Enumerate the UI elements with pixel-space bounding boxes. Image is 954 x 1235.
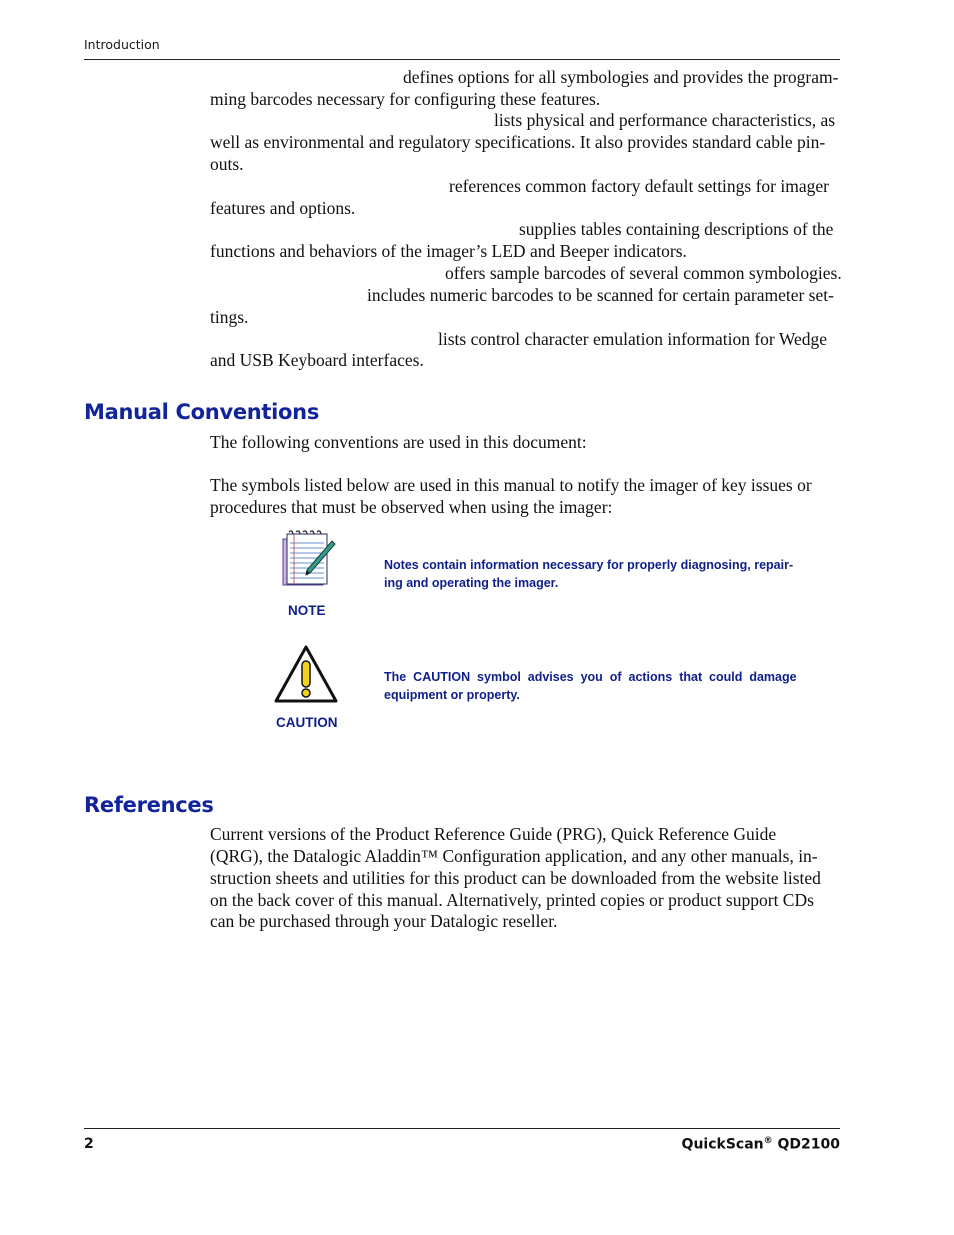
symbols-paragraph-line: The symbols listed below are used in this manual to notify the imager of key issues or [210,475,812,495]
intro-line: lists control character emulation information for Wedge [438,329,827,349]
footer-product-name: QuickScan [681,1136,764,1153]
registered-mark: ® [763,1136,773,1146]
references-line: Current versions of the Product Reference Guide (PRG), Quick Reference Guide [210,824,777,844]
intro-line: lists physical and performance characteristics, as [494,110,836,130]
footer-product-title [682,1136,840,1153]
references-line: on the back cover of this manual. Alternatively, printed copies or product support CDs [210,890,814,910]
page-number: 2 [84,1136,94,1152]
intro-line: references common factory default settings for imager [449,176,829,196]
intro-line: functions and behaviors of the imager’s LED and Beeper indicators. [210,241,687,261]
running-header: Introduction [84,37,160,52]
note-text-line: ing and operating the imager. [384,576,559,590]
intro-line: includes numeric barcodes to be scanned for certain parameter set- [367,285,834,305]
header-rule [84,59,840,60]
conventions-intro: The following conventions are used in this document: [210,432,587,452]
section-heading-manual-conventions: Manual Conventions [84,400,320,424]
section-heading-references: References [84,793,214,817]
intro-line: outs. [210,154,244,174]
intro-line: offers sample barcodes of several common symbologies. [445,263,842,283]
caution-label: CAUTION [276,715,338,730]
symbols-paragraph-line: procedures that must be observed when using the imager: [210,497,613,517]
intro-line: supplies tables containing descriptions of the [519,219,834,239]
references-line: struction sheets and utilities for this product can be downloaded from the website listed [210,868,821,888]
note-text-line: Notes contain information necessary for properly diagnosing, repair- [384,558,794,572]
intro-line: and USB Keyboard interfaces. [210,350,424,370]
intro-line: tings. [210,307,249,327]
intro-line: ming barcodes necessary for configuring these features. [210,89,601,109]
warning-triangle-icon [274,645,338,703]
notepad-pen-icon [280,529,336,589]
note-label: NOTE [288,603,326,618]
references-line: (QRG), the Datalogic Aladdin™ Configuration application, and any other manuals, in- [210,846,818,866]
intro-line: features and options. [210,198,356,218]
caution-text-line: The CAUTION symbol advises you of actions that could damage [384,670,797,684]
caution-text-line: equipment or property. [384,688,520,702]
footer-model: QD2100 [772,1136,840,1153]
references-line: can be purchased through your Datalogic reseller. [210,911,558,931]
footer-rule [84,1128,840,1129]
intro-line: defines options for all symbologies and provides the program- [403,67,839,87]
intro-line: well as environmental and regulatory specifications. It also provides standard cable pin- [210,132,826,152]
